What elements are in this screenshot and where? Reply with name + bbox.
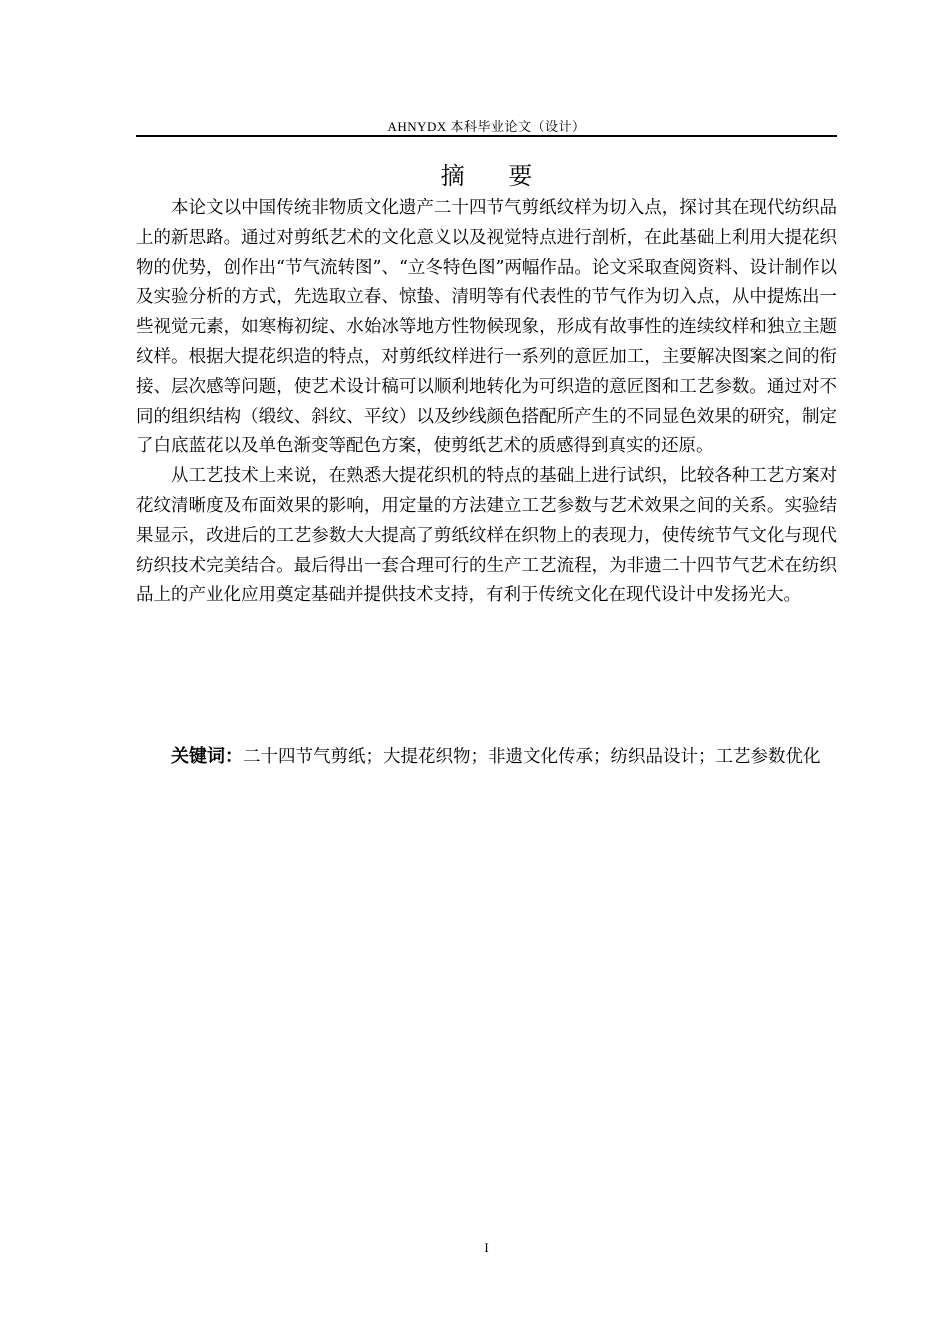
page-number: I (484, 1240, 489, 1255)
running-header: AHNYDX 本科毕业论文（设计） (387, 119, 586, 134)
abstract-paragraph-1: 本论文以中国传统非物质文化遗产二十四节气剪纸纹样为切入点，探讨其在现代纺织品上的新思路。通过对剪纸艺术的文化意义以及视觉特点进行剖析，在此基础上利用大提花织物的优势，创作出“节气流转图”、“立冬特色图”两幅作品。论文采取查阅资料、设计制作以及实验分析的方式，先选取立春、惊蛰、清明等有代表性的节气作为切入点，从中提炼出一些视觉元素，如寒梅初绽、水始冰等地方性物候现象，形成有故事性的连续纹样和独立主题纹样。根据大提花织造的特点，对剪纸纹样进行一系列的意匠加工，主要解决图案之间的衔接、层次感等问题，使艺术设计稿可以顺利地转化为可织造的意匠图和工艺参数。通过对不同的组织结构（缎纹、斜纹、平纹）以及纱线颜色搭配所产生的不同显色效果的研究，制定了白底蓝花以及单色渐变等配色方案，使剪纸艺术的质感得到真实的还原。 (136, 198, 837, 457)
header-divider (136, 135, 837, 137)
abstract-paragraph-2: 从工艺技术上来说，在熟悉大提花织机的特点的基础上进行试织，比较各种工艺方案对花纹清晰度及布面效果的影响，用定量的方法建立工艺参数与艺术效果之间的关系。实验结果显示，改进后的工艺参数大大提高了剪纸纹样在织物上的表现力，使传统节气文化与现代纺织技术完美结合。最后得出一套合理可行的生产工艺流程，为非遗二十四节气艺术在纺织品上的产业化应用奠定基础并提供技术支持，有利于传统文化在现代设计中发扬光大。 (136, 466, 837, 606)
keywords-label: 关键词： (171, 746, 243, 767)
abstract-body (136, 194, 837, 611)
abstract-title: 摘 要 (440, 162, 551, 190)
keywords-text: 二十四节气剪纸；大提花织物；非遗文化传承；纺织品设计；工艺参数优化 (243, 747, 821, 767)
keywords-line (136, 742, 837, 772)
